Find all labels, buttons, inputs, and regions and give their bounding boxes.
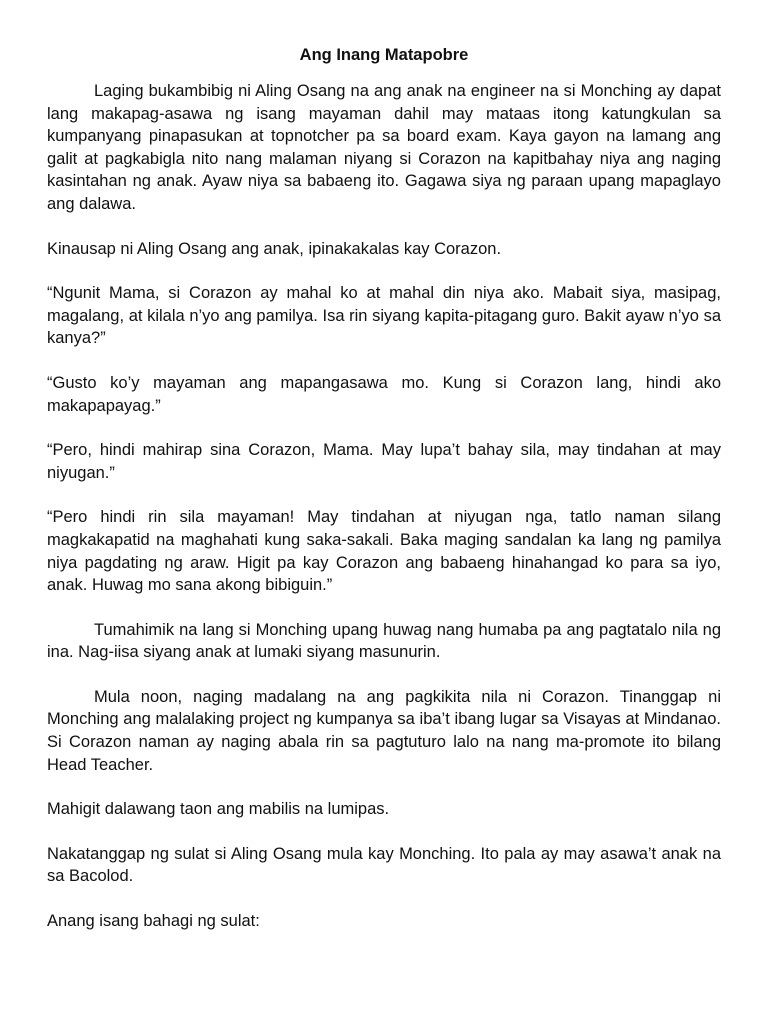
paragraph-2: Kinausap ni Aling Osang ang anak, ipinakakalas kay Corazon. [47,239,502,258]
paragraph-5: “Pero, hindi mahirap sina Corazon, Mama. May lupa’t bahay sila, may tindahan at may niyugan.” [47,441,721,482]
paragraph-6: “Pero hindi rin sila mayaman! May tindahan at niyugan nga, tatlo naman silang magkakapatid na maghahati kung saka-sakali. Baka maging sandalan ka lang ng pamilya niya pagdating ng araw. Higit pa kay Corazon ang babaeng hinahangad ko para sa iyo, anak. Huwag mo sana akong bibiguin.” [47,508,721,595]
paragraph-1: Laging bukambibig ni Aling Osang na ang anak na engineer na si Monching ay dapat lang makapag-asawa ng isang mayaman dahil may mataas itong katungkulan sa kumpanyang pinapasukan at topnotcher pa sa board exam. Kaya gayon na lamang ang galit at pagkabigla nito nang malaman niyang si Corazon na kapitbahay niya ang naging kasintahan ng anak. Ayaw niya sa babaeng ito. Gagawa siya ng paraan upang mapaglayo ang dalawa. [47,82,721,213]
paragraph-4: “Gusto ko’y mayaman ang mapangasawa mo. Kung si Corazon lang, hindi ako makapapayag.” [47,373,721,415]
paragraph-11: Anang isang bahagi ng sulat: [47,912,260,931]
paragraph-3: “Ngunit Mama, si Corazon ay mahal ko at mahal din niya ako. Mabait siya, masipag, magalang, at kilala n’yo ang pamilya. Isa rin siyang kapita-pitagang guro. Bakit ayaw n’yo sa kanya?” [47,284,721,348]
paragraph-10: Nakatanggap ng sulat si Aling Osang mula kay Monching. Ito pala ay may asawa’t anak na sa Bacolod. [47,844,721,886]
document-page [47,44,721,955]
paragraph-9: Mahigit dalawang taon ang mabilis na lumipas. [47,800,390,819]
document-title: Ang Inang Matapobre [299,46,469,64]
paragraph-7: Tumahimik na lang si Monching upang huwag nang humaba pa ang pagtatalo nila ng ina. Nag-iisa siyang anak at lumaki siyang masunurin. [47,620,721,662]
paragraph-8: Mula noon, naging madalang na ang pagkikita nila ni Corazon. Tinanggap ni Monching ang malalaking project ng kumpanya sa iba’t ibang lugar sa Visayas at Mindanao. Si Corazon naman ay naging abala rin sa pagtuturo lalo na nang ma-promote ito bilang Head Teacher. [47,687,721,774]
